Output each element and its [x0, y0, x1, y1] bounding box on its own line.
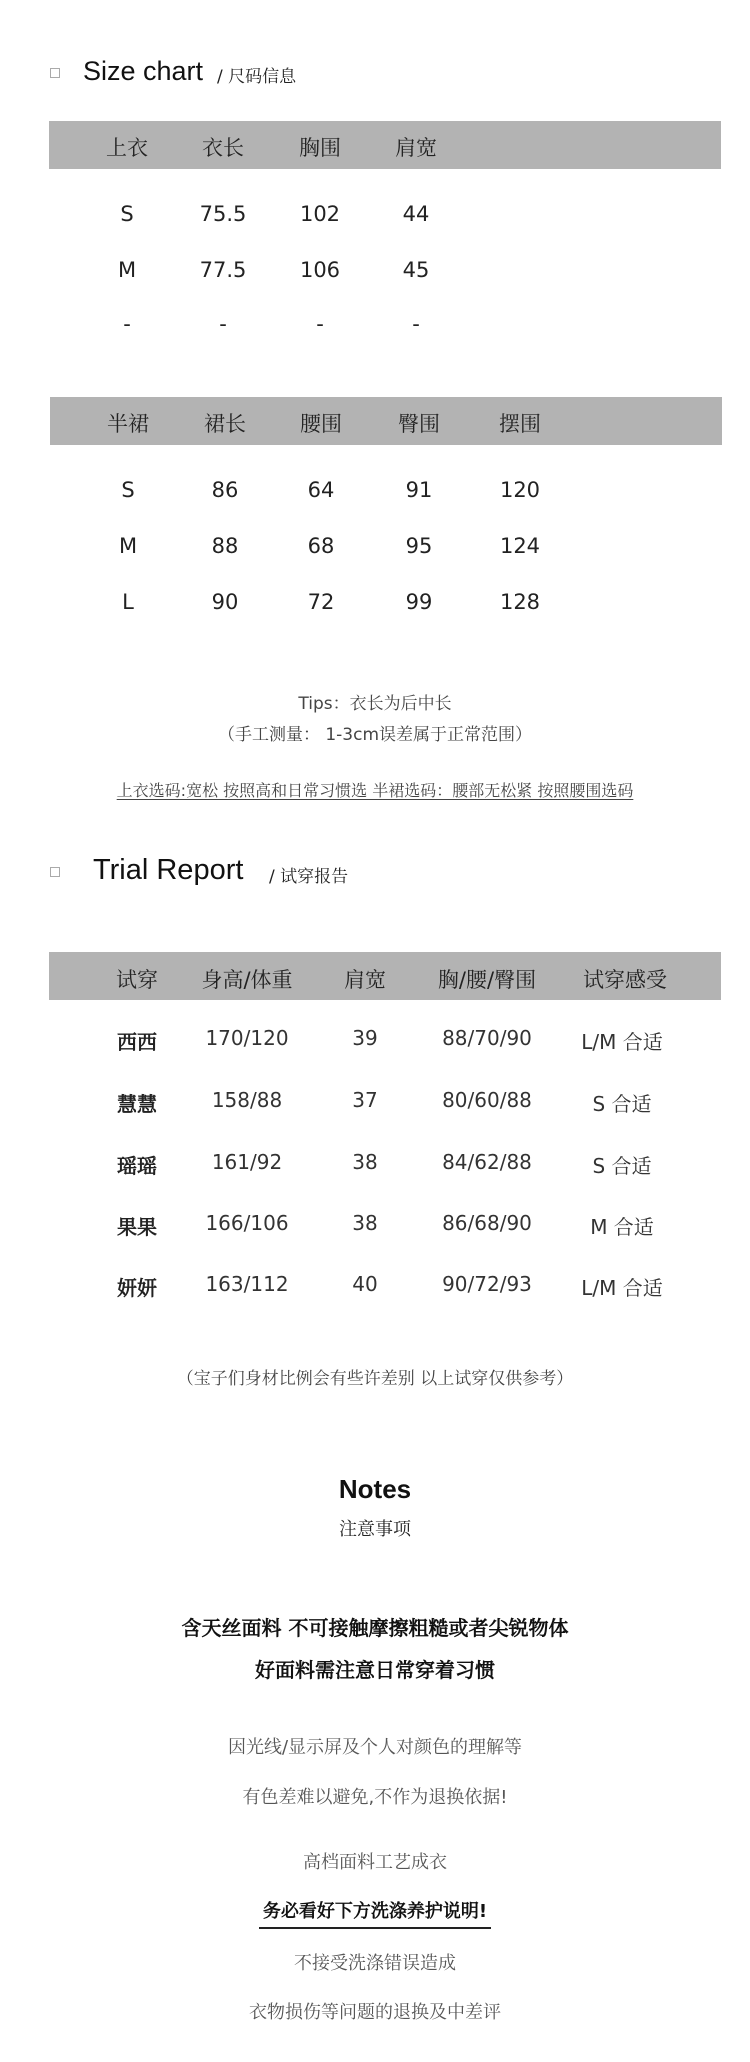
top-header-cell: 上衣	[106, 136, 148, 160]
trial-cell: 80/60/88	[442, 1088, 532, 1112]
skirt-cell: 88	[211, 534, 239, 558]
skirt-header-cell: 半裙	[107, 412, 149, 436]
skirt-cell: 128	[499, 590, 541, 614]
top-cell: -	[123, 312, 131, 336]
notes-title: Notes	[338, 1474, 412, 1504]
size-chart-subtitle: / 尺码信息	[217, 67, 297, 87]
skirt-header-cell: 腰围	[300, 412, 342, 436]
top-cell: 77.5	[199, 258, 247, 282]
top-cell: -	[219, 312, 227, 336]
trial-cell: S 合适	[592, 1154, 652, 1178]
top-cell: 106	[299, 258, 341, 282]
top-cell: 75.5	[199, 202, 247, 226]
tips-measure-line: （手工测量： 1-3cm误差属于正常范围）	[217, 725, 533, 745]
top-cell: 44	[402, 202, 430, 226]
trial-cell: 90/72/93	[442, 1272, 532, 1296]
trial-cell: 86/68/90	[442, 1211, 532, 1235]
notes-line-6: 衣物损伤等问题的退换及中差评	[249, 2002, 501, 2023]
skirt-header-cell: 臀围	[398, 412, 440, 436]
skirt-header-cell: 摆围	[499, 412, 541, 436]
trial-cell: 163/112	[205, 1272, 289, 1296]
skirt-cell: 68	[307, 534, 335, 558]
trial-cell: 37	[352, 1088, 378, 1112]
skirt-header-cell: 裙长	[204, 412, 246, 436]
top-cell: -	[412, 312, 420, 336]
trial-cell: 166/106	[205, 1211, 289, 1235]
trial-cell: 170/120	[205, 1026, 289, 1050]
top-header-cell: 衣长	[202, 136, 244, 160]
trial-header-cell: 试穿感受	[583, 968, 667, 992]
trial-header-cell: 胸/腰/臀围	[437, 968, 537, 992]
top-table-header-bar	[49, 121, 721, 169]
skirt-cell: 86	[211, 478, 239, 502]
trial-cell: 88/70/90	[442, 1026, 532, 1050]
trial-header-cell: 肩宽	[344, 968, 386, 992]
notes-line-2: 有色差难以避免,不作为退换依据!	[242, 1787, 508, 1808]
skirt-cell: 124	[499, 534, 541, 558]
trial-report-subtitle: / 试穿报告	[269, 867, 349, 887]
trial-cell: 38	[352, 1150, 378, 1174]
top-cell: M	[117, 258, 137, 282]
skirt-cell: 64	[307, 478, 335, 502]
trial-cell-name: 妍妍	[117, 1276, 157, 1300]
size-chart-title: Size chart	[83, 56, 204, 86]
skirt-cell: 120	[499, 478, 541, 502]
top-cell: -	[316, 312, 324, 336]
trial-cell: S 合适	[592, 1092, 652, 1116]
trial-cell: 38	[352, 1211, 378, 1235]
top-header-cell: 肩宽	[395, 136, 437, 160]
trial-cell: 40	[352, 1272, 378, 1296]
trial-cell: 39	[352, 1026, 378, 1050]
skirt-cell: 72	[307, 590, 335, 614]
notes-emphasis-line: 务必看好下方洗涤养护说明!	[259, 1897, 491, 1929]
top-cell: S	[120, 202, 134, 226]
top-cell: 45	[402, 258, 430, 282]
notes-line-5: 不接受洗涤错误造成	[294, 1953, 456, 1974]
trial-header-cell: 身高/体重	[201, 968, 293, 992]
skirt-table-header-bar	[50, 397, 722, 445]
notes-subtitle: 注意事项	[339, 1519, 411, 1540]
skirt-cell: M	[118, 534, 138, 558]
notes-line-4-wrap	[0, 1897, 750, 1929]
trial-note: （宝子们身材比例会有些许差别 以上试穿仅供参考）	[176, 1369, 574, 1389]
skirt-cell: 99	[405, 590, 433, 614]
notes-line-3: 高档面料工艺成衣	[303, 1852, 447, 1873]
section-marker-icon	[50, 867, 60, 877]
section-marker-icon	[50, 68, 60, 78]
top-cell: 102	[299, 202, 341, 226]
skirt-cell: 90	[211, 590, 239, 614]
trial-cell-name: 慧慧	[117, 1092, 157, 1116]
trial-report-title: Trial Report	[93, 854, 244, 886]
trial-cell-name: 西西	[117, 1030, 157, 1054]
top-header-cell: 胸围	[299, 136, 341, 160]
trial-cell-name: 瑶瑶	[117, 1154, 157, 1178]
skirt-cell: 91	[405, 478, 433, 502]
skirt-cell: L	[122, 590, 134, 614]
notes-bold-line-2: 好面料需注意日常穿着习惯	[255, 1658, 495, 1682]
tips-line: Tips：衣长为后中长	[298, 694, 452, 714]
trial-cell: M 合适	[590, 1215, 654, 1239]
trial-header-cell: 试穿	[116, 968, 158, 992]
notes-line-1: 因光线/显示屏及个人对颜色的理解等	[227, 1737, 523, 1758]
trial-cell: 84/62/88	[442, 1150, 532, 1174]
skirt-cell: S	[121, 478, 135, 502]
trial-cell: 158/88	[211, 1088, 283, 1112]
trial-cell: 161/92	[211, 1150, 283, 1174]
size-advice: 上衣选码:宽松 按照高和日常习惯选 半裙选码：腰部无松紧 按照腰围选码	[116, 781, 634, 800]
skirt-cell: 95	[405, 534, 433, 558]
notes-bold-line-1: 含天丝面料 不可接触摩擦粗糙或者尖锐物体	[181, 1616, 569, 1640]
trial-cell-name: 果果	[117, 1215, 157, 1239]
trial-cell: L/M 合适	[581, 1030, 663, 1054]
trial-cell: L/M 合适	[581, 1276, 663, 1300]
advice-line-wrap	[0, 778, 750, 801]
